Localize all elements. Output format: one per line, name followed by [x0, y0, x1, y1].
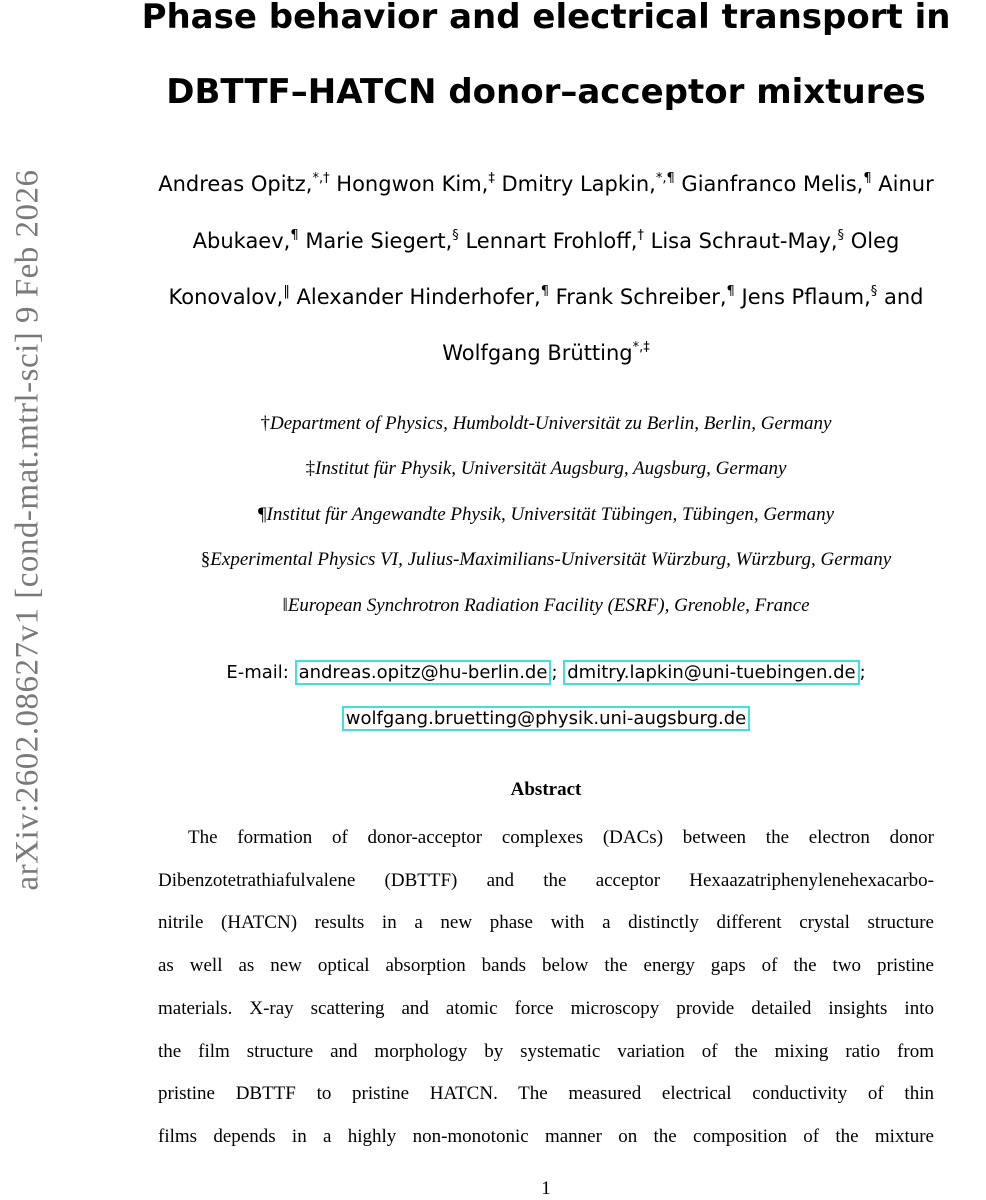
affiliation	[100, 413, 986, 435]
author-mark: ¶	[290, 228, 299, 243]
affiliation	[100, 549, 986, 571]
author-mark: ¶	[540, 284, 549, 299]
email-link-lapkin[interactable]: dmitry.lapkin@uni-tuebingen.de	[563, 660, 859, 685]
author-mark: §	[870, 284, 878, 299]
arxiv-identifier: arXiv:2602.08627v1 [cond-mat.mtrl-sci] 9 Feb 2026	[9, 169, 46, 891]
author-mark: *,¶	[655, 171, 675, 186]
author-name: Lisa Schraut-May,	[650, 229, 838, 253]
abstract-line: pristine DBTTF to pristine HATCN. The measured electrical conductivity of thin	[158, 1083, 934, 1104]
affiliation-text: Institut für Angewandte Physik, Universität Tübingen, Tübingen, Germany	[266, 504, 835, 525]
author-mark: ¶	[863, 171, 872, 186]
abstract-line: nitrile (HATCN) results in a new phase with a distinctly different crystal structure	[158, 912, 934, 933]
affiliation-text: Experimental Physics VI, Julius-Maximilians-Universität Würzburg, Würzburg, Germany	[210, 549, 892, 570]
email-line-1	[100, 662, 986, 683]
author-mark: *,†	[312, 171, 330, 186]
author-line-4	[100, 341, 986, 365]
abstract-line: materials. X-ray scattering and atomic force microscopy provide detailed insights into	[158, 998, 934, 1019]
email-separator: ;	[551, 662, 558, 683]
abstract-line: as well as new optical absorption bands below the energy gaps of the two pristine	[158, 955, 934, 976]
affiliation	[100, 458, 986, 480]
author-name: Alexander Hinderhofer,	[296, 285, 541, 309]
email-separator: ;	[859, 662, 866, 683]
author-mark: §	[452, 228, 459, 243]
abstract-line: The formation of donor-acceptor complexes (DACs) between the electron donor	[188, 827, 934, 848]
email-link-opitz[interactable]: andreas.opitz@hu-berlin.de	[295, 660, 552, 685]
author-mark: †	[637, 228, 644, 243]
author-mark: ‖	[283, 284, 290, 299]
author-name: Andreas Opitz,	[158, 172, 313, 196]
author-mark: §	[837, 228, 845, 243]
author-name: Dmitry Lapkin,	[501, 172, 656, 196]
affiliation	[100, 504, 986, 526]
email-label: E-mail:	[226, 662, 289, 683]
author-name: Jens Pflaum,	[741, 285, 871, 309]
affiliation-mark: ¶	[257, 504, 267, 525]
page-number: 1	[541, 1178, 551, 1199]
and-word: and	[883, 285, 924, 309]
author-name: Wolfgang Brütting	[442, 341, 633, 365]
abstract-heading: Abstract	[510, 779, 582, 800]
author-name: Frank Schreiber,	[555, 285, 727, 309]
author-line-1	[100, 172, 986, 196]
paper-title-line-1: Phase behavior and electrical transport in	[141, 0, 951, 37]
author-name: Oleg	[850, 229, 900, 253]
author-name: Lennart Frohloff,	[465, 229, 638, 253]
affiliation-mark: †	[260, 413, 270, 434]
author-name: Konovalov,	[168, 285, 284, 309]
author-name: Hongwon Kim,	[336, 172, 489, 196]
affiliation-mark: ‖	[282, 595, 288, 616]
abstract-line: films depends in a highly non-monotonic manner on the composition of the mixture	[158, 1126, 934, 1147]
affiliation-text: Institut für Physik, Universität Augsburg, Augsburg, Germany	[315, 458, 787, 479]
author-line-2	[100, 229, 986, 253]
author-mark: ‡	[488, 171, 495, 186]
abstract-line: Dibenzotetrathiafulvalene (DBTTF) and the acceptor Hexaazatriphenylenehexacarbo-	[158, 870, 934, 891]
affiliation-mark: §	[200, 549, 211, 570]
author-mark: *,‡	[632, 340, 650, 355]
author-name: Ainur	[878, 172, 934, 196]
email-line-2	[100, 708, 986, 729]
author-name: Abukaev,	[192, 229, 291, 253]
author-name: Marie Siegert,	[305, 229, 453, 253]
affiliation-mark: ‡	[305, 458, 316, 479]
author-name: Gianfranco Melis,	[681, 172, 864, 196]
affiliation-text: Department of Physics, Humboldt-Universität zu Berlin, Berlin, Germany	[270, 413, 832, 434]
affiliation-text: European Synchrotron Radiation Facility (ESRF), Grenoble, France	[287, 595, 810, 616]
paper-title-line-2: DBTTF–HATCN donor–acceptor mixtures	[166, 72, 926, 112]
author-mark: ¶	[726, 284, 735, 299]
author-line-3	[100, 285, 986, 309]
abstract-line: the film structure and morphology by systematic variation of the mixing ratio from	[158, 1041, 934, 1062]
affiliation	[100, 595, 986, 617]
email-link-bruetting[interactable]: wolfgang.bruetting@physik.uni-augsburg.de	[342, 706, 750, 731]
